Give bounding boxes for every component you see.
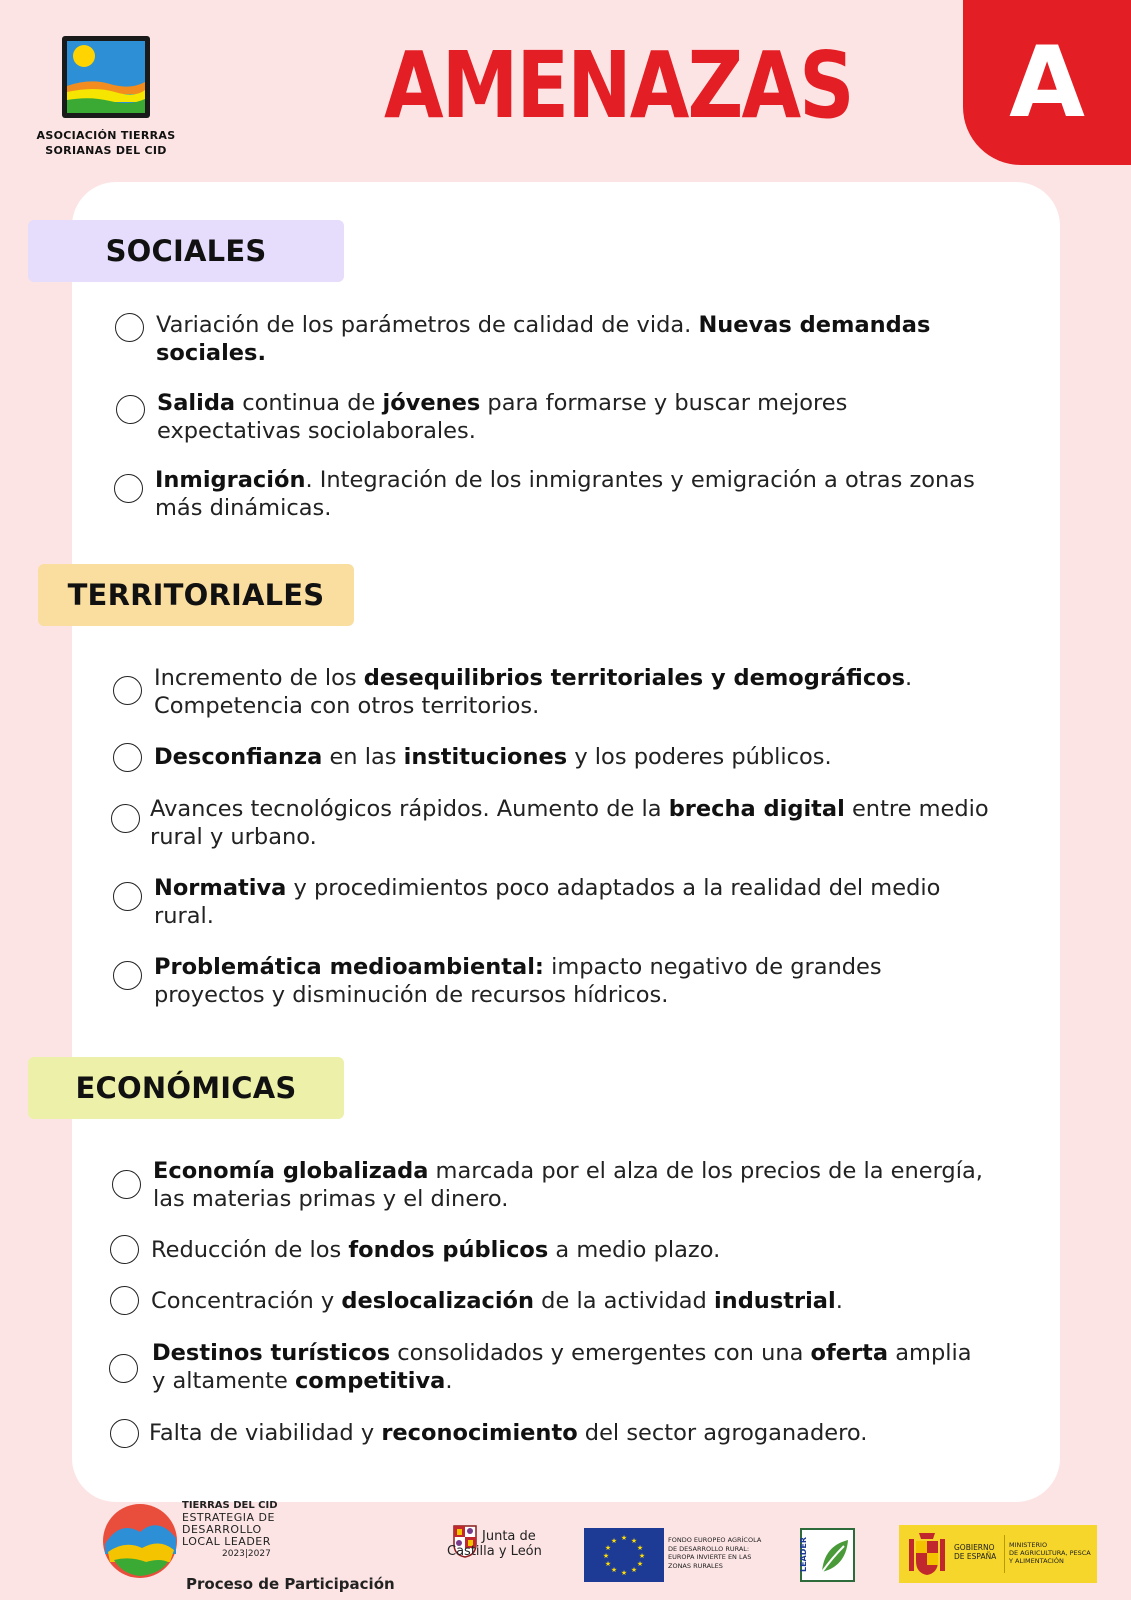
radio-button[interactable] (110, 1286, 139, 1315)
gobierno-line2: DE ESPAÑA (954, 1552, 997, 1561)
radio-button[interactable] (113, 882, 142, 911)
svg-text:★: ★ (610, 1537, 618, 1545)
eu-line2: DE DESARROLLO RURAL: (668, 1544, 750, 1553)
leader-logo-text: LEADER (799, 1536, 809, 1573)
text-run: amplia y altamente (152, 1340, 972, 1394)
gobierno-espana-banner (899, 1525, 1097, 1583)
bold-text: Problemática medioambiental: (154, 954, 544, 980)
eu-line1: FONDO EUROPEO AGRÍCOLA (668, 1536, 762, 1544)
landscape-sun-icon (60, 34, 152, 120)
page-title: AMENAZAS (384, 32, 853, 139)
item-text (154, 743, 832, 771)
bold-text: competitiva (294, 1368, 446, 1394)
leader-years: 2023|2027 (222, 1549, 271, 1559)
section-title-territoriales: TERRITORIALES (38, 564, 354, 626)
radio-button[interactable] (113, 743, 142, 772)
text-run: para formarse y buscar mejores expectativas sociolaborales. (157, 390, 848, 444)
svg-text:★: ★ (620, 1569, 628, 1577)
checklist-item (111, 795, 991, 851)
footer-logos (0, 1502, 1131, 1600)
checklist-item (110, 1419, 990, 1448)
ministerio-caption (1009, 1541, 1091, 1565)
bold-text: industrial (713, 1288, 836, 1314)
leader-line3: DESARROLLO (182, 1523, 262, 1536)
item-text (151, 1287, 843, 1315)
corner-tab (963, 0, 1131, 165)
svg-text:★: ★ (620, 1534, 628, 1542)
radio-button[interactable] (110, 1235, 139, 1264)
text-run: Concentración y (151, 1288, 342, 1314)
bold-text: Economía globalizada (153, 1158, 429, 1184)
svg-text:★: ★ (630, 1537, 638, 1545)
item-text (157, 389, 996, 445)
checklist-item (110, 1236, 990, 1264)
text-run: consolidados y emergentes con una (390, 1340, 811, 1366)
participation-caption: Proceso de Participación (186, 1575, 395, 1593)
text-run: continua de (235, 390, 383, 416)
bold-text: instituciones (403, 744, 568, 770)
text-run: y procedimientos poco adaptados a la realidad del medio rural. (154, 875, 941, 929)
checklist-item (113, 664, 993, 720)
leader-logo (800, 1528, 855, 1582)
bold-text: reconocimiento (381, 1420, 578, 1446)
text-run: . (445, 1368, 453, 1394)
svg-text:★: ★ (636, 1560, 644, 1568)
jcyl-line1: Junta de (482, 1529, 536, 1544)
checklist-item (114, 466, 994, 522)
leaf-icon (818, 1536, 852, 1576)
eu-flag-icon (584, 1528, 664, 1582)
text-run: . Integración de los inmigrantes y emigración a otras zonas más dinámicas. (155, 467, 975, 521)
text-run: . (835, 1288, 843, 1314)
org-logo (26, 34, 186, 158)
section-title-economicas: ECONÓMICAS (28, 1057, 344, 1119)
text-run: Reducción de los (151, 1237, 349, 1263)
item-text (156, 311, 995, 367)
bold-text: deslocalización (341, 1288, 535, 1314)
bold-text: Desconfianza (154, 744, 323, 770)
text-run: Variación de los parámetros de calidad de vida. (156, 312, 699, 338)
item-text (149, 1419, 867, 1447)
text-run: marcada por el alza de los precios de la energía, las materias primas y el dinero. (153, 1158, 983, 1212)
bold-text: Nuevas demandas sociales. (156, 312, 931, 366)
text-run: Incremento de los (154, 665, 364, 691)
checklist-item (113, 743, 993, 772)
spain-coat-of-arms-icon (907, 1531, 947, 1577)
divider (1004, 1535, 1005, 1573)
eu-line3: EUROPA INVIERTE EN LAS (668, 1553, 752, 1561)
radio-button[interactable] (113, 961, 142, 990)
item-text (152, 1339, 989, 1395)
bold-text: oferta (810, 1340, 889, 1366)
item-text (154, 953, 993, 1009)
org-caption-line2: SORIANAS DEL CID (45, 144, 167, 157)
org-caption-line1: ASOCIACIÓN TIERRAS (36, 129, 176, 142)
text-run: en las (322, 744, 404, 770)
svg-text:★: ★ (602, 1552, 610, 1560)
bold-text: Inmigración (155, 467, 306, 493)
item-text (155, 466, 994, 522)
bold-text: desequilibrios territoriales y demográficos (363, 665, 906, 691)
svg-text:★: ★ (630, 1566, 638, 1574)
svg-text:★: ★ (604, 1560, 612, 1568)
radio-button[interactable] (114, 474, 143, 503)
text-run: de la actividad (534, 1288, 714, 1314)
item-text (154, 874, 993, 930)
svg-text:★: ★ (610, 1566, 618, 1574)
radio-button[interactable] (115, 313, 144, 342)
checklist-item (109, 1339, 989, 1395)
radio-button[interactable] (110, 1419, 139, 1448)
bold-text: brecha digital (668, 796, 845, 822)
item-text (153, 1157, 992, 1213)
tierras-del-cid-leader-logo-icon (100, 1502, 180, 1580)
ministerio-line3: Y ALIMENTACIÓN (1009, 1557, 1064, 1565)
svg-text:★: ★ (604, 1544, 612, 1552)
eu-caption (668, 1536, 761, 1570)
leader-line4: LOCAL LEADER (182, 1535, 271, 1548)
bold-text: jóvenes (382, 390, 481, 416)
radio-button[interactable] (113, 676, 142, 705)
item-text (150, 795, 991, 851)
section-title-sociales: SOCIALES (28, 220, 344, 282)
checklist-item (115, 311, 995, 367)
bold-text: Normativa (154, 875, 287, 901)
gobierno-caption (954, 1543, 996, 1561)
text-run: del sector agroganadero. (577, 1420, 868, 1446)
gobierno-line1: GOBIERNO (954, 1543, 995, 1552)
checklist-item (113, 953, 993, 1009)
eu-line4: ZONAS RURALES (668, 1561, 723, 1570)
radio-button[interactable] (116, 395, 145, 424)
ministerio-line2: DE AGRICULTURA, PESCA (1009, 1549, 1091, 1557)
text-run: a medio plazo. (548, 1237, 721, 1263)
svg-text:★: ★ (638, 1552, 646, 1560)
checklist-item (113, 874, 993, 930)
corner-tab-letter: A (1009, 25, 1085, 140)
text-run: . Competencia con otros territorios. (154, 665, 913, 719)
text-run: entre medio rural y urbano. (150, 796, 989, 850)
leader-line1: TIERRAS DEL CID (182, 1500, 278, 1511)
radio-button[interactable] (109, 1354, 138, 1383)
text-run: impacto negativo de grandes proyectos y disminución de recursos hídricos. (154, 954, 882, 1008)
checklist-item (112, 1157, 992, 1213)
text-run: y los poderes públicos. (567, 744, 832, 770)
ministerio-line1: MINISTERIO (1009, 1541, 1048, 1549)
item-text (151, 1236, 720, 1264)
text-run: Avances tecnológicos rápidos. Aumento de la (150, 796, 669, 822)
bold-text: fondos públicos (348, 1237, 549, 1263)
checklist-item (116, 389, 996, 445)
org-caption (26, 128, 186, 158)
item-text (154, 664, 993, 720)
radio-button[interactable] (111, 804, 140, 833)
leader-line2: ESTRATEGIA DE (182, 1511, 275, 1524)
bold-text: Salida (157, 390, 236, 416)
bold-text: Destinos turísticos (152, 1340, 391, 1366)
jcyl-line2: Castilla y León (447, 1544, 542, 1559)
radio-button[interactable] (112, 1170, 141, 1199)
checklist-item (110, 1287, 990, 1315)
svg-text:★: ★ (636, 1544, 644, 1552)
text-run: Falta de viabilidad y (149, 1420, 382, 1446)
